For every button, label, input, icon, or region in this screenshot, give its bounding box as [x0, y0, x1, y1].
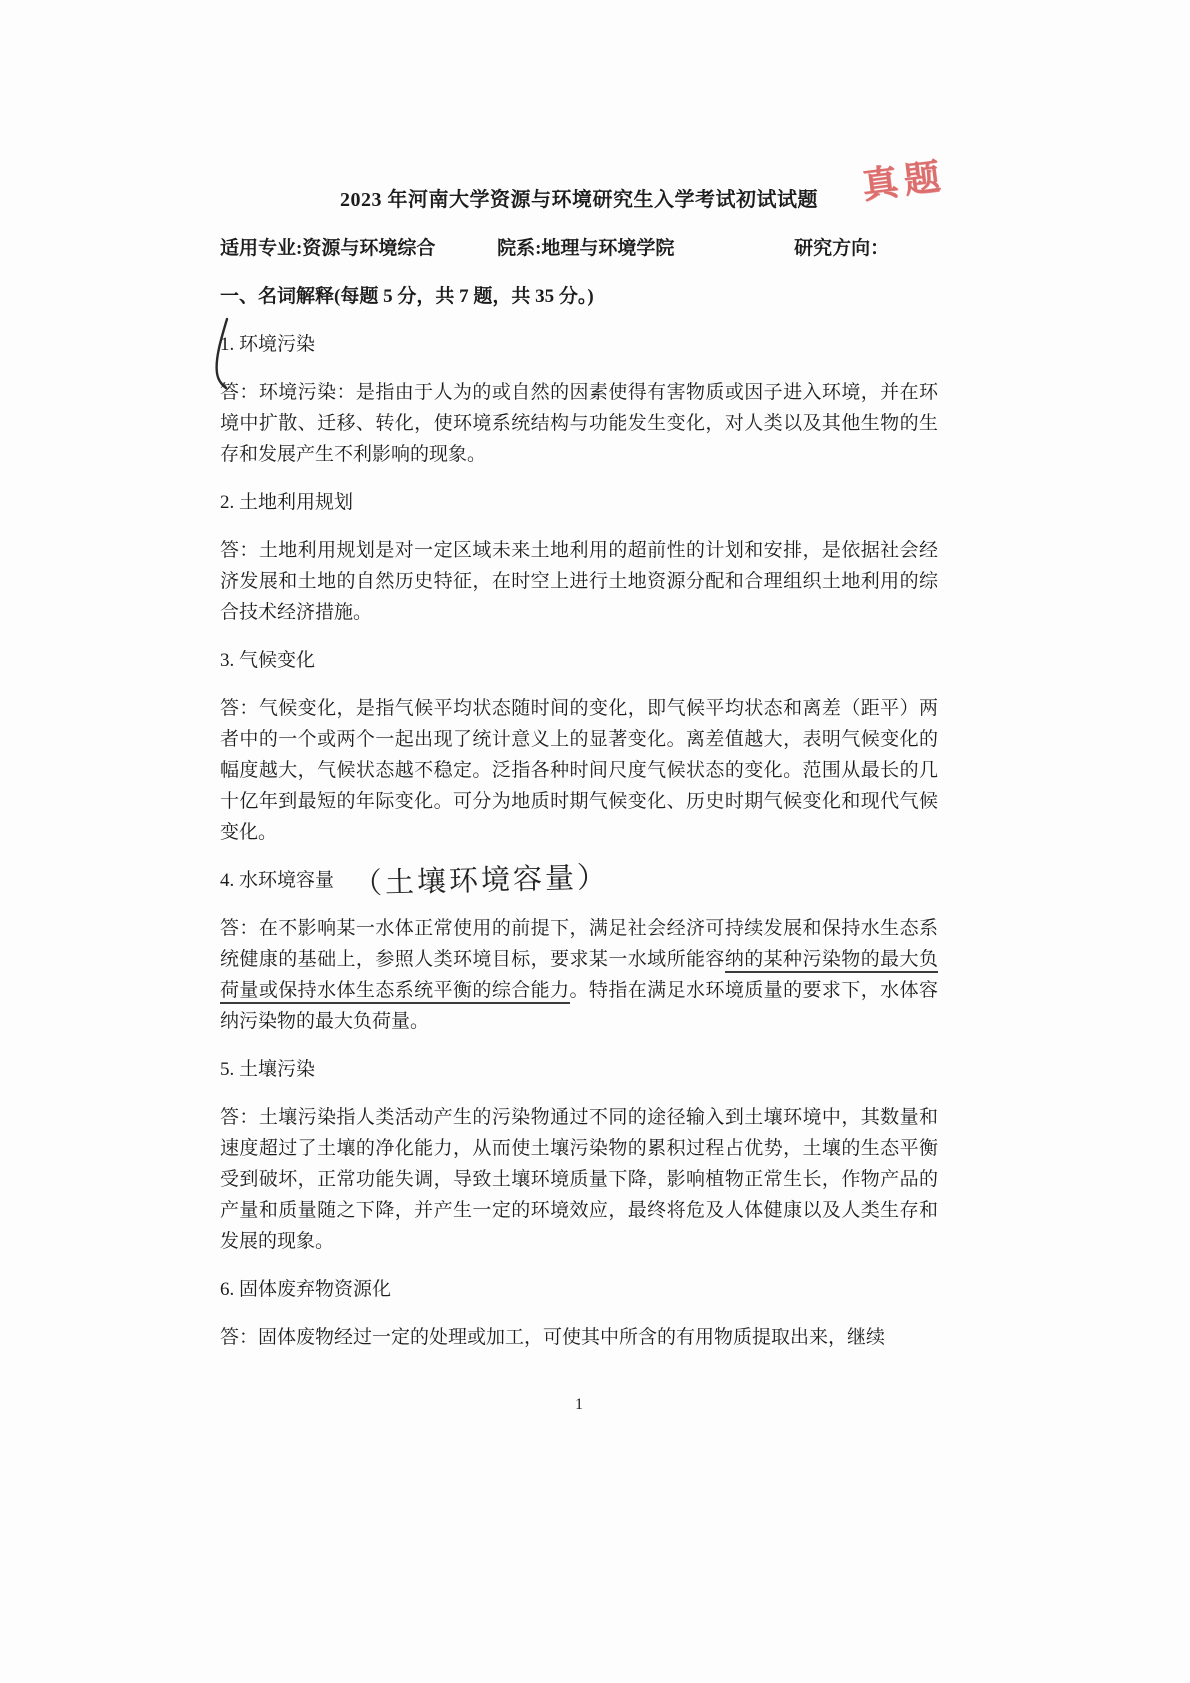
- handwritten-note-soil-capacity: （土壤环境容量）: [352, 861, 610, 901]
- question-1-label: 1. 环境污染: [220, 334, 316, 355]
- question-5-answer: 答：土壤污染指人类活动产生的污染物通过不同的途径输入到土壤环境中，其数量和速度超过了土壤的净化能力，从而使土壤污染物的累积过程占优势，土壤的生态平衡受到破坏，正常功能失调，导致土壤环境质量下降，影响植物正常生长，作物产品的产量和质量随之下降，并产生一定的环境效应，最终将危及人体健康以及人类生存和发展的现象。: [220, 1107, 938, 1252]
- meta-major: 适用专业:资源与环境综合: [220, 238, 436, 259]
- question-6-heading: [220, 1274, 938, 1305]
- question-6-answer: 答：固体废物经过一定的处理或加工，可使其中所含的有用物质提取出来，继续: [220, 1327, 886, 1348]
- handwritten-stamp: 真题: [859, 156, 949, 206]
- question-5-label: 5. 土壤污染: [220, 1059, 316, 1080]
- question-3-label: 3. 气候变化: [220, 650, 316, 671]
- question-6-label: 6. 固体废弃物资源化: [220, 1279, 392, 1300]
- question-2-heading: [220, 487, 938, 518]
- meta-row: [220, 233, 938, 264]
- question-2-answer: 答：土地利用规划是对一定区域未来土地利用的超前性的计划和安排，是依据社会经济发展和土地的自然历史特征，在时空上进行土地资源分配和合理组织土地利用的综合技术经济措施。: [220, 540, 938, 623]
- question-4-answer-pre: 答：在不影响某一水体正常使用的前提下，满足社会经济可持续发展和保持水生态系统健康的基础上，参照人类环境目标，要求某一水域所能容: [220, 918, 938, 970]
- section-1-heading: 一、名词解释(每题 5 分，共 7 题，共 35 分。): [220, 286, 594, 307]
- meta-department: 院系:地理与环境学院: [497, 238, 675, 259]
- question-4-answer-post: 。特指在满足水环境质量的要求下，水体容纳污染物的最大负荷量。: [220, 980, 938, 1032]
- question-3-heading: [220, 645, 938, 676]
- page-number: 1: [575, 1396, 583, 1413]
- title-row: [220, 156, 949, 216]
- meta-research-direction: 研究方向：: [794, 238, 890, 259]
- document-title: 2023 年河南大学资源与环境研究生入学考试初试试题: [340, 189, 818, 211]
- question-2-label: 2. 土地利用规划: [220, 492, 354, 513]
- question-1-answer: 答：环境污染：是指由于人为的或自然的因素使得有害物质或因子进入环境，并在环境中扩散、迁移、转化，使环境系统结构与功能发生变化，对人类以及其他生物的生存和发展产生不利影响的现象。: [220, 382, 938, 465]
- question-4-label: 4. 水环境容量: [220, 870, 335, 891]
- question-4-heading: [220, 861, 938, 901]
- question-4-answer-underlined: 纳的某种污染物的最大负荷量或保持水体生态系统平衡的综合能力: [220, 949, 938, 1004]
- question-3-answer: 答：气候变化，是指气候平均状态随时间的变化，即气候平均状态和离差（距平）两者中的一个或两个一起出现了统计意义上的显著变化。离差值越大，表明气候变化的幅度越大，气候状态越不稳定。泛指各种时间尺度气候状态的变化。范围从最长的几十亿年到最短的年际变化。可分为地质时期气候变化、历史时期气候变化和现代气候变化。: [220, 698, 938, 843]
- question-4-answer: [220, 913, 938, 1037]
- question-1-heading: [220, 329, 938, 360]
- question-5-heading: [220, 1054, 938, 1085]
- document-content: [220, 156, 949, 1370]
